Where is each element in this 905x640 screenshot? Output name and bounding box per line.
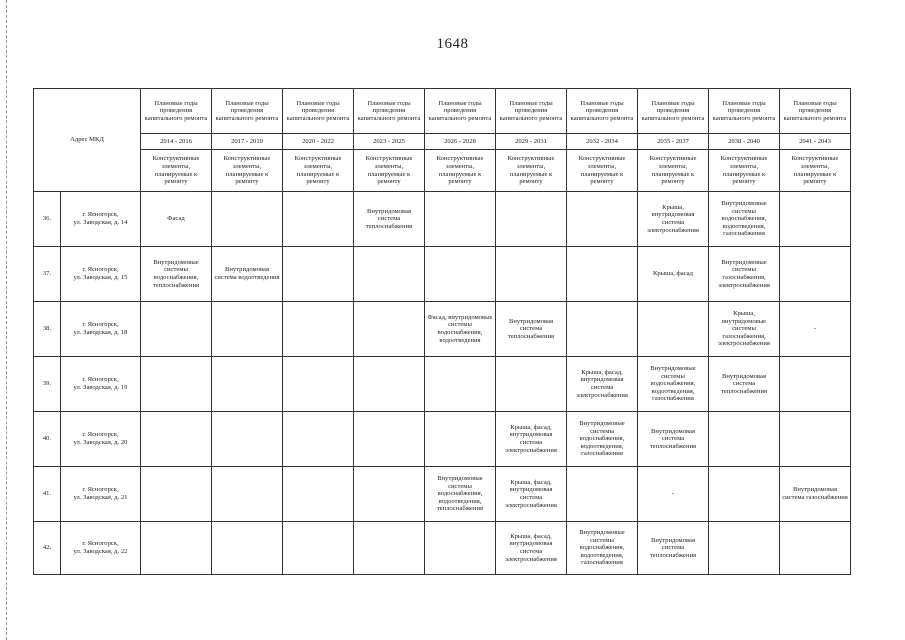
period-years-1: 2017 - 2019 [212, 134, 283, 150]
repair-cell [496, 357, 567, 412]
elements-header: Конструктивные элементы, планируемые к ремонту [212, 150, 283, 192]
repair-cell [283, 247, 354, 302]
repair-cell: Внутридомовая система теплоснабжения [354, 192, 425, 247]
period-header: Плановые годы проведения капитального ремонта [709, 89, 780, 134]
period-years-4: 2026 - 2028 [425, 134, 496, 150]
period-header: Плановые годы проведения капитального ремонта [638, 89, 709, 134]
repair-cell: Внутридомовая система водоотведения [212, 247, 283, 302]
elements-header: Конструктивные элементы, планируемые к ремонту [141, 150, 212, 192]
repair-cell [425, 357, 496, 412]
address-street: ул. Заводская, д. 20 [73, 439, 128, 446]
repair-cell: Крыша, фасад, внутридомовая система электроснабжения [496, 412, 567, 467]
period-header: Плановые годы проведения капитального ремонта [283, 89, 354, 134]
repair-cell: Внутридомовые системы водоснабжения, водоотведения, газоснабжения [567, 412, 638, 467]
row-address [61, 247, 141, 302]
address-city: г. Ясногорск, [82, 486, 119, 494]
repair-cell: Внутридомовая система теплоснабжения [638, 412, 709, 467]
period-header: Плановые годы проведения капитального ремонта [567, 89, 638, 134]
row-number: 41. [34, 467, 61, 522]
period-header: Плановые годы проведения капитального ремонта [354, 89, 425, 134]
repair-cell [141, 522, 212, 575]
repair-cell [354, 357, 425, 412]
elements-header: Конструктивные элементы, планируемые к ремонту [496, 150, 567, 192]
repair-cell [425, 412, 496, 467]
repair-cell [780, 357, 851, 412]
table-row [34, 302, 851, 357]
period-years-9: 2041 - 2043 [780, 134, 851, 150]
repair-cell [425, 247, 496, 302]
repair-cell: - [638, 467, 709, 522]
repair-cell [567, 247, 638, 302]
repair-cell [567, 302, 638, 357]
period-years-5: 2029 - 2031 [496, 134, 567, 150]
repair-cell [212, 522, 283, 575]
period-years-0: 2014 - 2016 [141, 134, 212, 150]
row-address [61, 302, 141, 357]
address-street: ул. Заводская, д. 22 [73, 548, 128, 555]
address-city: г. Ясногорск, [82, 211, 119, 219]
period-years-3: 2023 - 2025 [354, 134, 425, 150]
repair-cell [780, 522, 851, 575]
repair-cell [354, 247, 425, 302]
repair-cell [354, 467, 425, 522]
repair-cell: Внутридомовая система газоснабжения [780, 467, 851, 522]
table-body [34, 89, 851, 575]
repair-cell: Крыша, фасад, внутридомовая система электроснабжения [567, 357, 638, 412]
row-address [61, 357, 141, 412]
row-number: 42. [34, 522, 61, 575]
period-header: Плановые годы проведения капитального ремонта [141, 89, 212, 134]
header-row-periods [34, 89, 851, 134]
table-row [34, 247, 851, 302]
repair-cell: Внутридомовые системы водоснабжения, водоотведения, теплоснабжения [425, 467, 496, 522]
address-city: г. Ясногорск, [82, 540, 119, 548]
address-city: г. Ясногорск, [82, 376, 119, 384]
elements-header: Конструктивные элементы, планируемые к ремонту [425, 150, 496, 192]
period-header: Плановые годы проведения капитального ремонта [780, 89, 851, 134]
repair-cell [496, 247, 567, 302]
period-years-8: 2038 - 2040 [709, 134, 780, 150]
repair-cell [496, 192, 567, 247]
table-row [34, 412, 851, 467]
repair-cell [709, 522, 780, 575]
repair-cell: Крыша, фасад [638, 247, 709, 302]
repair-cell [283, 412, 354, 467]
repair-cell [567, 467, 638, 522]
elements-header: Конструктивные элементы, планируемые к ремонту [567, 150, 638, 192]
period-header: Плановые годы проведения капитального ремонта [212, 89, 283, 134]
repair-cell [780, 247, 851, 302]
address-header: Адрес МКД [34, 89, 141, 192]
repair-cell [283, 302, 354, 357]
repair-cell: Крыша, фасад, внутридомовая система электроснабжения [496, 522, 567, 575]
header-row-years [34, 134, 851, 150]
repair-cell [354, 302, 425, 357]
row-number: 38. [34, 302, 61, 357]
repair-cell: - [780, 302, 851, 357]
address-street: ул. Заводская, д. 14 [73, 219, 128, 226]
elements-header: Конструктивные элементы, планируемые к ремонту [638, 150, 709, 192]
left-margin-rule [6, 0, 7, 640]
period-years-2: 2020 - 2022 [283, 134, 354, 150]
address-city: г. Ясногорск, [82, 431, 119, 439]
row-address [61, 467, 141, 522]
repair-cell [141, 302, 212, 357]
repair-cell: Внутридомовые системы водоснабжения, водоотведения, газоснабжения [709, 192, 780, 247]
period-years-6: 2032 - 2034 [567, 134, 638, 150]
repair-cell: Внутридомовые системы водоснабжения, водоотведения, газоснабжения [567, 522, 638, 575]
repair-cell [212, 302, 283, 357]
repair-cell: Крыша, внутридомовая система электроснабжения [638, 192, 709, 247]
repair-cell [283, 467, 354, 522]
period-header: Плановые годы проведения капитального ремонта [425, 89, 496, 134]
repair-cell: Крыша, внутридомовые системы газоснабжения, электроснабжения [709, 302, 780, 357]
repair-cell [638, 302, 709, 357]
address-city: г. Ясногорск, [82, 321, 119, 329]
repair-cell [354, 412, 425, 467]
table-row [34, 357, 851, 412]
row-number: 36. [34, 192, 61, 247]
repair-cell [212, 412, 283, 467]
row-number: 40. [34, 412, 61, 467]
table-row [34, 522, 851, 575]
repair-cell: Крыша, фасад, внутридомовая система электроснабжения [496, 467, 567, 522]
header-row-elements [34, 150, 851, 192]
repair-cell [141, 412, 212, 467]
row-number: 39. [34, 357, 61, 412]
repair-cell [283, 522, 354, 575]
repair-cell [212, 192, 283, 247]
repair-cell [709, 412, 780, 467]
repair-cell [141, 467, 212, 522]
period-header: Плановые годы проведения капитального ремонта [496, 89, 567, 134]
address-street: ул. Заводская, д. 19 [73, 384, 128, 391]
repair-cell [425, 192, 496, 247]
address-street: ул. Заводская, д. 15 [73, 274, 128, 281]
repair-cell [141, 357, 212, 412]
repair-cell [283, 192, 354, 247]
repair-cell: Внутридомовые системы газоснабжения, электроснабжения [709, 247, 780, 302]
elements-header: Конструктивные элементы, планируемые к ремонту [283, 150, 354, 192]
repair-cell: Внутридомовые системы водоснабжения, водоотведения, газоснабжения [638, 357, 709, 412]
table-row [34, 467, 851, 522]
table-row [34, 192, 851, 247]
repair-cell [212, 357, 283, 412]
repair-cell: Внутридомовые системы водоснабжения, теплоснабжения [141, 247, 212, 302]
page-number: 1648 [436, 36, 469, 52]
repair-cell [354, 522, 425, 575]
address-street: ул. Заводская, д. 18 [73, 329, 128, 336]
row-address [61, 192, 141, 247]
period-years-7: 2035 - 2037 [638, 134, 709, 150]
row-address [61, 412, 141, 467]
repair-cell [283, 357, 354, 412]
repair-cell [780, 192, 851, 247]
repair-cell: Внутридомовая система теплоснабжения [638, 522, 709, 575]
row-number: 37. [34, 247, 61, 302]
repair-cell [567, 192, 638, 247]
repair-cell: Внутридомовая система теплоснабжения [709, 357, 780, 412]
elements-header: Конструктивные элементы, планируемые к ремонту [709, 150, 780, 192]
elements-header: Конструктивные элементы, планируемые к ремонту [780, 150, 851, 192]
address-street: ул. Заводская, д. 21 [73, 494, 128, 501]
repair-cell [425, 522, 496, 575]
repair-cell [212, 467, 283, 522]
address-city: г. Ясногорск, [82, 266, 119, 274]
elements-header: Конструктивные элементы, планируемые к ремонту [354, 150, 425, 192]
repair-cell [780, 412, 851, 467]
repair-cell [709, 467, 780, 522]
repair-schedule-table [33, 88, 851, 575]
repair-cell: Фасад [141, 192, 212, 247]
row-address [61, 522, 141, 575]
repair-cell: Фасад, внутридомовые системы водоснабжения, водоотведения [425, 302, 496, 357]
repair-cell: Внутридомовая система теплоснабжения [496, 302, 567, 357]
